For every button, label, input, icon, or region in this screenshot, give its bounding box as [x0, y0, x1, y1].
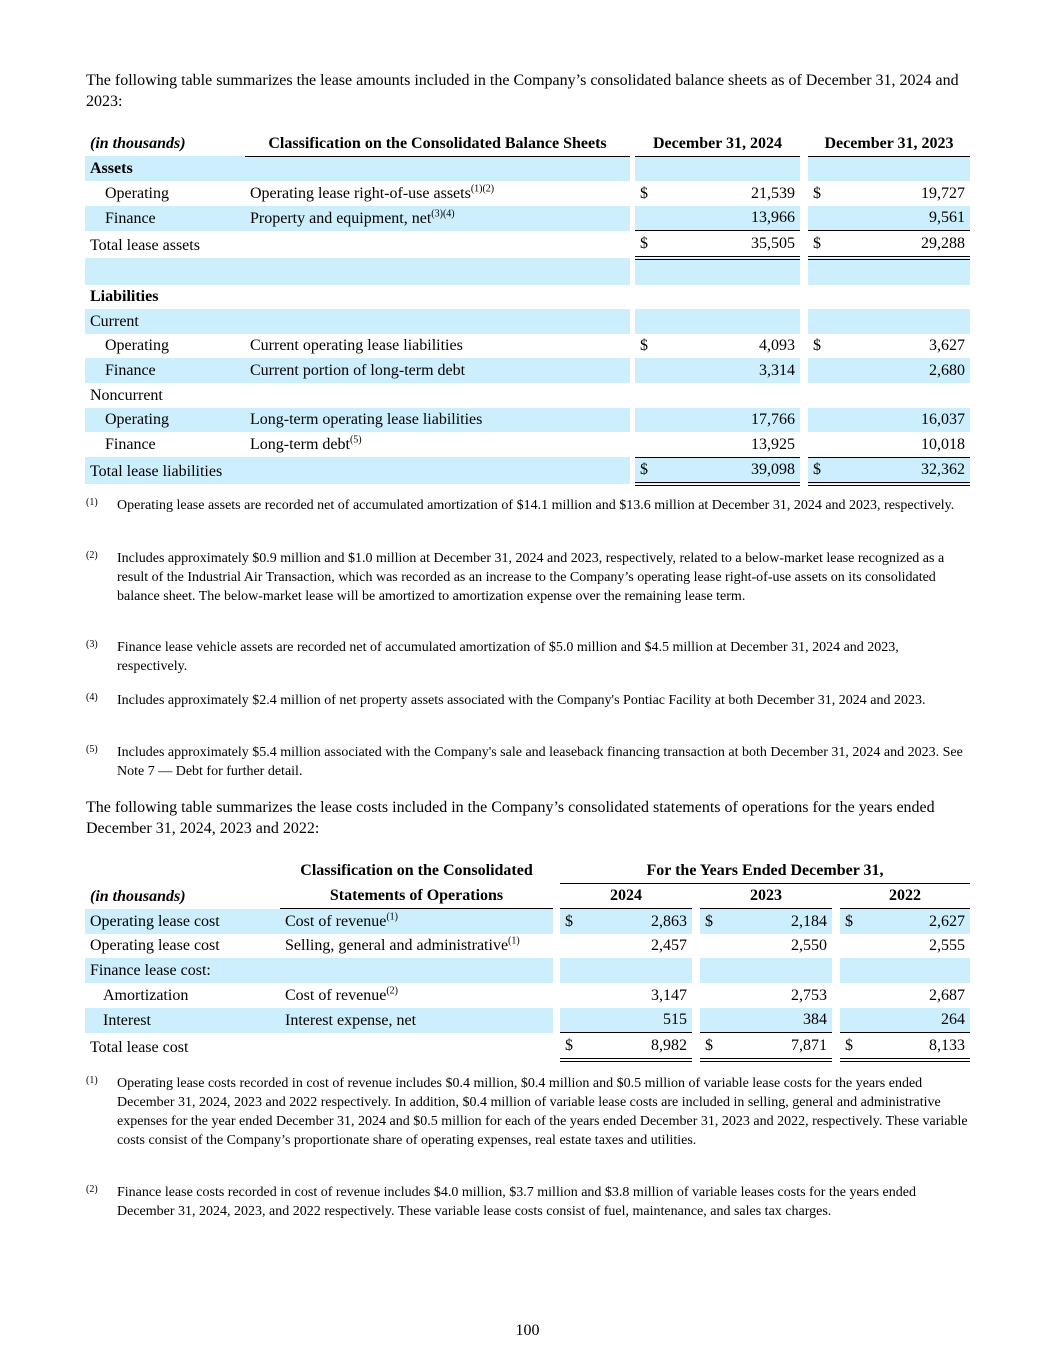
spacer — [832, 934, 840, 959]
dollar-sign — [700, 958, 722, 983]
value-2024 — [657, 258, 800, 285]
year-2023-header: 2023 — [700, 883, 832, 909]
dollar-sign — [808, 358, 830, 383]
dollar-sign: $ — [808, 457, 830, 484]
table-row — [85, 258, 970, 285]
dollar-sign — [808, 285, 830, 310]
dollar-sign — [560, 934, 582, 959]
dollar-sign: $ — [560, 1033, 582, 1060]
spacer — [800, 383, 808, 408]
footnote — [86, 743, 971, 781]
value-2024: 39,098 — [657, 457, 800, 484]
classification-cell — [245, 432, 630, 457]
footnote-ref: (1) — [508, 936, 520, 948]
value-2023 — [830, 383, 970, 408]
table-row — [85, 181, 970, 206]
footnote-ref: (2) — [386, 985, 398, 997]
dollar-sign — [808, 383, 830, 408]
dollar-sign — [808, 408, 830, 433]
spacer — [553, 934, 560, 959]
value-2024 — [582, 958, 692, 983]
classification-header-top: Classification on the Consolidated — [300, 862, 533, 880]
classification-cell — [280, 909, 553, 934]
row-label: Finance — [85, 358, 245, 383]
dollar-sign: $ — [813, 337, 821, 355]
value-2023: 2,753 — [791, 986, 827, 1004]
classification-cell — [245, 309, 630, 334]
value-2024: 8,982 — [582, 1033, 692, 1060]
classification-cell — [245, 358, 630, 383]
row-label: Operating lease cost — [90, 937, 220, 955]
footnote-marker: (4) — [86, 692, 98, 703]
spacer — [692, 983, 700, 1008]
spacer — [553, 1008, 560, 1033]
dollar-sign: $ — [840, 909, 862, 934]
footnote-text: Includes approximately $2.4 million of net property assets associated with the Company's Pontiac Facility at both December 31, 2024 and 2023. — [117, 693, 926, 708]
table-row — [85, 1008, 970, 1033]
dollar-sign — [635, 432, 657, 457]
table-header-row — [85, 131, 970, 156]
footnote — [86, 638, 971, 676]
classification-text: Long-term debt — [250, 436, 350, 454]
value-2022: 2,555 — [929, 937, 965, 955]
footnote-ref: (1)(2) — [470, 183, 495, 195]
classification-text: Long-term operating lease liabilities — [250, 411, 483, 429]
table-row — [85, 334, 970, 359]
row-label: Finance — [85, 206, 245, 231]
footnote-text: Finance lease costs recorded in cost of revenue includes $4.0 million, $3.7 million and $3.8 million of variable leases costs for the years ended December 31, 2024, 2023, and 2022 respectively. These variable lease costs consist of fuel, maintenance, and sales tax charges. — [117, 1185, 916, 1219]
footnote-marker: (5) — [86, 744, 98, 755]
value-2024 — [657, 383, 800, 408]
value-2024: 3,314 — [657, 358, 800, 383]
value-2024: 515 — [582, 1008, 692, 1033]
spacer — [800, 457, 808, 484]
dollar-sign: $ — [700, 909, 722, 934]
dollar-sign — [635, 358, 657, 383]
spacer — [800, 334, 808, 359]
classification-header: Statements of Operations — [280, 883, 553, 909]
spacer — [832, 983, 840, 1008]
row-label: Operating — [85, 408, 245, 433]
spacer — [800, 309, 808, 334]
dollar-sign: $ — [840, 1033, 862, 1060]
lease-balance-sheet-table — [85, 131, 970, 486]
row-label: Interest — [85, 1008, 280, 1033]
table-row — [85, 958, 970, 983]
row-label: Liabilities — [90, 288, 159, 306]
spacer — [832, 1008, 840, 1033]
spacer — [800, 432, 808, 457]
value-2023: 2,550 — [791, 937, 827, 955]
dollar-sign — [808, 156, 830, 181]
row-label: Total lease liabilities — [85, 457, 245, 484]
table-row — [85, 432, 970, 457]
spacer — [692, 1033, 700, 1060]
dollar-sign — [700, 983, 722, 1008]
table-row — [85, 358, 970, 383]
value-2023: 7,871 — [722, 1033, 832, 1060]
spacer — [832, 909, 840, 934]
row-label: Assets — [85, 156, 245, 181]
dollar-sign: $ — [640, 184, 648, 202]
dollar-sign — [808, 432, 830, 457]
spacer — [832, 1033, 840, 1060]
classification-cell — [245, 383, 630, 408]
value-2023 — [830, 309, 970, 334]
row-label — [85, 258, 245, 285]
row-label: Operating — [105, 184, 169, 202]
page-number: 100 — [515, 1322, 540, 1339]
dollar-sign — [840, 934, 862, 959]
footnote — [86, 549, 971, 606]
value-2022: 2,627 — [862, 909, 970, 934]
dollar-sign: $ — [813, 184, 821, 202]
dollar-sign — [808, 309, 830, 334]
spacer — [800, 285, 808, 310]
value-2022: 2,687 — [929, 986, 965, 1004]
spacer — [800, 258, 808, 285]
value-2022: 264 — [862, 1008, 970, 1033]
footnote-ref: (3)(4) — [431, 208, 455, 220]
dollar-sign: $ — [635, 231, 657, 258]
footnote — [86, 1183, 971, 1221]
classification-cell — [245, 231, 630, 258]
classification-text: Current operating lease liabilities — [250, 337, 463, 355]
value-2022: 8,133 — [862, 1033, 970, 1060]
units-header: (in thousands) — [90, 135, 186, 153]
value-2022 — [862, 958, 970, 983]
dollar-sign: $ — [700, 1033, 722, 1060]
dollar-sign — [840, 958, 862, 983]
dollar-sign — [635, 206, 657, 231]
classification-cell — [245, 258, 630, 285]
row-label: Noncurrent — [90, 386, 163, 404]
classification-cell — [245, 285, 630, 310]
year-2022-header: 2022 — [840, 883, 970, 909]
row-label: Operating — [105, 337, 169, 355]
value-2024: 13,925 — [657, 432, 800, 457]
footnote-marker: (2) — [86, 1184, 98, 1195]
footnote-marker: (1) — [86, 497, 98, 508]
table-row — [85, 156, 970, 181]
spacer — [692, 958, 700, 983]
value-2024: 21,539 — [751, 184, 795, 202]
footnote-marker: (1) — [86, 1075, 98, 1086]
spacer — [553, 1033, 560, 1060]
footnote-marker: (3) — [86, 639, 98, 650]
row-label: Total lease assets — [90, 236, 200, 254]
value-2023: 3,627 — [929, 337, 965, 355]
dollar-sign — [700, 934, 722, 959]
dollar-sign — [808, 258, 830, 285]
value-2024: 4,093 — [759, 337, 795, 355]
dollar-sign: $ — [635, 457, 657, 484]
dollar-sign — [635, 156, 657, 181]
classification-text: Operating lease right-of-use assets — [250, 184, 471, 202]
dollar-sign — [635, 309, 657, 334]
intro-paragraph-1: The following table summarizes the lease amounts included in the Company’s consolidated balance sheets as of December 31, 2024 and 2023: — [86, 72, 959, 110]
value-2023: 29,288 — [830, 231, 970, 258]
footnote — [86, 1074, 971, 1150]
spacer — [692, 1008, 700, 1033]
row-label: Operating lease cost — [85, 909, 280, 934]
lease-cost-table — [85, 858, 970, 1062]
row-label: Total lease cost — [90, 1038, 189, 1056]
dec-2024-header: December 31, 2024 — [635, 131, 800, 156]
dollar-sign: $ — [808, 231, 830, 258]
dollar-sign — [808, 206, 830, 231]
row-label: Amortization — [103, 986, 189, 1004]
year-2024-header: 2024 — [560, 883, 692, 909]
value-2023: 10,018 — [830, 432, 970, 457]
dollar-sign — [635, 285, 657, 310]
footnote-text: Operating lease assets are recorded net of accumulated amortization of $14.1 million and $13.6 million at December 31, 2024 and 2023, respectively. — [117, 498, 955, 513]
value-2023: 384 — [722, 1008, 832, 1033]
spacer — [800, 181, 808, 206]
classification-cell — [245, 408, 630, 433]
value-2024: 17,766 — [657, 408, 800, 433]
footnote — [86, 496, 971, 515]
value-2024: 13,966 — [657, 206, 800, 231]
classification-text: Cost of revenue — [285, 912, 387, 930]
classification-text: Property and equipment, net — [250, 209, 432, 227]
footnote-marker: (2) — [86, 550, 98, 561]
classification-text: Cost of revenue — [285, 986, 387, 1004]
table-row — [85, 983, 970, 1008]
footnote-text: Finance lease vehicle assets are recorded net of accumulated amortization of $5.0 million and $4.5 million at December 31, 2024 and 2023, respectively. — [117, 640, 899, 674]
spacer — [800, 358, 808, 383]
value-2023 — [830, 156, 970, 181]
classification-cell — [245, 181, 630, 206]
intro-paragraph-2: The following table summarizes the lease costs included in the Company’s consolidated statements of operations for the years ended December 31, 2024, 2023 and 2022: — [86, 799, 935, 837]
table-row — [85, 909, 970, 934]
value-2023: 2,680 — [830, 358, 970, 383]
value-2023: 9,561 — [830, 206, 970, 231]
row-label: Current — [85, 309, 245, 334]
dollar-sign — [635, 383, 657, 408]
table-row — [85, 206, 970, 231]
value-2023: 16,037 — [830, 408, 970, 433]
table-row — [85, 934, 970, 959]
dollar-sign — [635, 258, 657, 285]
dollar-sign: $ — [560, 909, 582, 934]
years-header: For the Years Ended December 31, — [560, 858, 970, 883]
classification-header: Classification on the Consolidated Balance Sheets — [245, 131, 630, 156]
dec-2023-header: December 31, 2023 — [808, 131, 970, 156]
classification-cell — [245, 457, 630, 484]
value-2024: 2,863 — [582, 909, 692, 934]
value-2024 — [657, 309, 800, 334]
table-row — [85, 309, 970, 334]
footnote-text: Includes approximately $5.4 million associated with the Company's sale and leaseback financing transaction at both December 31, 2024 and 2023. See Note 7 — Debt for further detail. — [117, 745, 963, 779]
dollar-sign — [635, 408, 657, 433]
value-2023: 2,184 — [722, 909, 832, 934]
classification-cell — [245, 156, 630, 181]
value-2023 — [830, 285, 970, 310]
classification-text: Selling, general and administrative — [285, 937, 509, 955]
value-2023: 32,362 — [830, 457, 970, 484]
value-2023 — [830, 258, 970, 285]
footnote-ref: (1) — [386, 911, 398, 923]
dollar-sign — [560, 1008, 582, 1033]
row-label: Finance lease cost: — [85, 958, 280, 983]
classification-cell — [245, 334, 630, 359]
spacer — [800, 206, 808, 231]
value-2024: 35,505 — [657, 231, 800, 258]
value-2024: 3,147 — [651, 986, 687, 1004]
footnote-text: Operating lease costs recorded in cost of revenue includes $0.4 million, $0.4 million and $0.5 million of variable lease costs for the years ended December 31, 2024, 2023 and 2022 respectively. In addition, $0.4 million of variable lease costs are included in selling, general and administrative expenses for the year ended December 31, 2024 and $0.5 million for each of the years ended December 31, 2023 and 2022, respectively. These variable costs consist of the Company’s proportionate share of operating expenses, real estate taxes and utilities. — [117, 1076, 968, 1148]
table-row — [85, 408, 970, 433]
classification-cell — [245, 206, 630, 231]
dollar-sign — [560, 958, 582, 983]
spacer — [800, 231, 808, 258]
classification-cell — [280, 934, 553, 959]
classification-cell — [280, 1008, 553, 1033]
classification-cell — [280, 958, 553, 983]
dollar-sign — [560, 983, 582, 1008]
footnote — [86, 691, 971, 710]
value-2024 — [657, 285, 800, 310]
spacer — [553, 983, 560, 1008]
spacer — [553, 958, 560, 983]
spacer — [553, 909, 560, 934]
dollar-sign — [840, 983, 862, 1008]
classification-cell — [280, 1033, 553, 1060]
dollar-sign — [700, 1008, 722, 1033]
spacer — [800, 156, 808, 181]
footnote-text: Includes approximately $0.9 million and $1.0 million at December 31, 2024 and 2023, respectively, related to a below-market lease recognized as a result of the Industrial Air Transaction, which was recorded as an increase to the Company’s operating lease right-of-use assets on its consolidated balance sheet. The below-market lease will be amortized to amortization expense over the remaining lease term. — [117, 551, 945, 604]
value-2023 — [722, 958, 832, 983]
table-row — [85, 383, 970, 408]
classification-text: Current portion of long-term debt — [250, 361, 466, 379]
spacer — [692, 934, 700, 959]
dollar-sign: $ — [640, 337, 648, 355]
classification-cell — [280, 983, 553, 1008]
table-row — [85, 1033, 970, 1060]
table-row — [85, 285, 970, 310]
table-row — [85, 231, 970, 258]
value-2024 — [657, 156, 800, 181]
value-2024: 2,457 — [651, 937, 687, 955]
classification-text: Interest expense, net — [285, 1011, 417, 1029]
spacer — [800, 408, 808, 433]
table-row — [85, 457, 970, 484]
spacer — [832, 958, 840, 983]
value-2023: 19,727 — [921, 184, 965, 202]
footnote-ref: (5) — [349, 434, 362, 446]
row-label: Finance — [105, 436, 156, 454]
dollar-sign — [840, 1008, 862, 1033]
units-header: (in thousands) — [90, 887, 186, 905]
spacer — [692, 909, 700, 934]
